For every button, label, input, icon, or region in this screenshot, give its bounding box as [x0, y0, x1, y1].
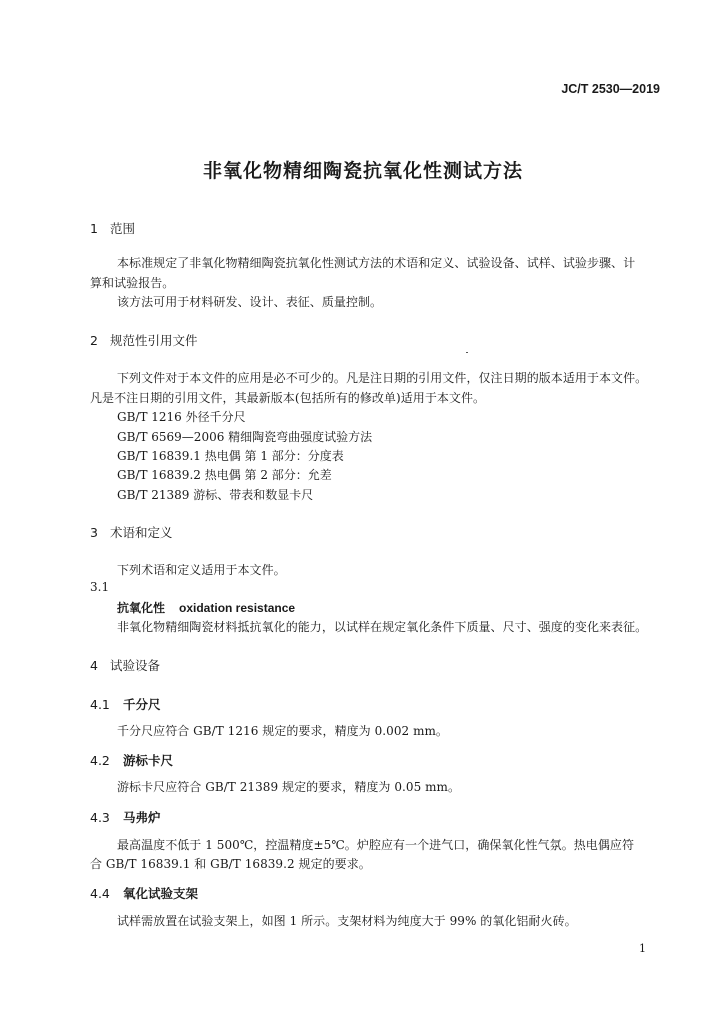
term-english: oxidation resistance: [179, 601, 296, 615]
reference-item: GB/T 16839.2 热电偶 第 2 部分：允差: [117, 468, 332, 482]
subsection-4-2-text: 游标卡尺应符合 GB/T 21389 规定的要求，精度为 0.05 mm。: [117, 780, 461, 794]
subsection-4-3-text: 最高温度不低于 1 500℃，控温精度±5℃。炉腔应有一个进气口，确保氧化性气氛。热电偶应符: [117, 838, 635, 852]
document-title: 非氧化物精细陶瓷抗氧化性测试方法: [202, 160, 523, 182]
section-title: 范围: [110, 221, 136, 236]
subsection-number: 4.4: [90, 886, 110, 901]
subsection-number: 4.1: [90, 697, 110, 712]
subsection-title: 千分尺: [123, 697, 161, 712]
section-3-heading: [90, 523, 173, 541]
subsection-4-2-heading: [90, 751, 173, 769]
section-2-paragraph: 下列文件对于本文件的应用是必不可少的。凡是注日期的引用文件，仅注日期的版本适用于本文件。: [117, 371, 648, 385]
section-number: 2: [90, 333, 98, 348]
reference-item: GB/T 1216 外径千分尺: [117, 410, 246, 424]
section-title: 试验设备: [110, 658, 161, 673]
section-1-paragraph-cont: 算和试验报告。: [90, 276, 175, 290]
subsection-title: 氧化试验支架: [123, 886, 199, 901]
term-chinese: 抗氧化性: [117, 601, 166, 615]
section-1-paragraph-2: 该方法可用于材料研发、设计、表征、质量控制。: [117, 295, 383, 309]
section-number: 3: [90, 525, 98, 540]
subsection-4-1-text: 千分尺应符合 GB/T 1216 规定的要求，精度为 0.002 mm。: [117, 724, 448, 738]
term-entry: [117, 599, 295, 616]
standard-code: JC/T 2530—2019: [561, 82, 660, 96]
subsection-4-4-heading: [90, 884, 198, 902]
section-title: 术语和定义: [110, 525, 173, 540]
section-number: 4: [90, 658, 98, 673]
subsection-title: 游标卡尺: [123, 753, 174, 768]
section-title: 规范性引用文件: [110, 333, 198, 348]
section-number: 1: [90, 221, 98, 236]
section-1-heading: [90, 219, 135, 237]
subsection-number: 4.2: [90, 753, 110, 768]
page-number: 1: [639, 942, 646, 955]
section-4-heading: [90, 656, 160, 674]
section-2-paragraph-cont: 凡是不注日期的引用文件，其最新版本(包括所有的修改单)适用于本文件。: [90, 391, 486, 405]
term-definition: 非氧化物精细陶瓷材料抵抗氧化的能力，以试样在规定氧化条件下质量、尺寸、强度的变化来表征。: [117, 620, 648, 634]
section-3-paragraph: 下列术语和定义适用于本文件。: [117, 563, 286, 577]
subsection-title: 马弗炉: [123, 810, 161, 825]
subsection-number: 4.3: [90, 810, 110, 825]
subsection-4-3-heading: [90, 808, 161, 826]
subsection-4-4-text: 试样需放置在试验支架上，如图 1 所示。支架材料为纯度大于 99% 的氧化铝耐火砖。: [117, 914, 577, 928]
term-number: 3.1: [90, 580, 110, 594]
reference-item: GB/T 6569—2006 精细陶瓷弯曲强度试验方法: [117, 430, 373, 444]
section-1-paragraph: 本标准规定了非氧化物精细陶瓷抗氧化性测试方法的术语和定义、试验设备、试样、试验步骤、计: [117, 256, 636, 270]
subsection-4-3-text-cont: 合 GB/T 16839.1 和 GB/T 16839.2 规定的要求。: [90, 857, 371, 871]
scan-speck: [466, 352, 468, 353]
section-2-heading: [90, 331, 198, 349]
reference-item: GB/T 16839.1 热电偶 第 1 部分：分度表: [117, 449, 344, 463]
reference-item: GB/T 21389 游标、带表和数显卡尺: [117, 488, 314, 502]
subsection-4-1-heading: [90, 695, 161, 713]
